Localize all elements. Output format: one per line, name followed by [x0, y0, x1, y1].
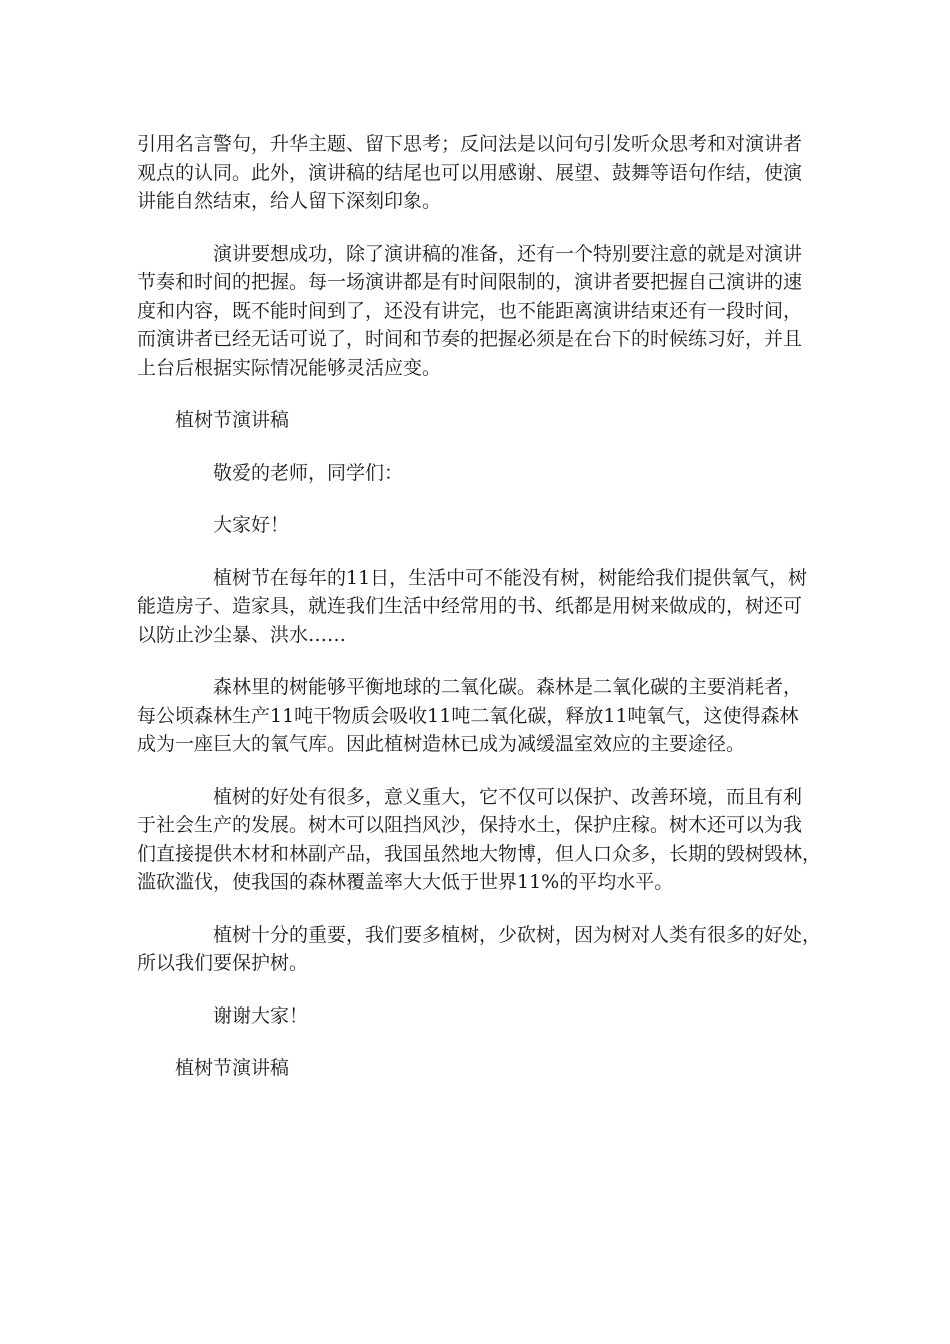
- text-line: 观点的认同。此外，演讲稿的结尾也可以用感谢、展望、鼓舞等语句作结，使演: [137, 161, 803, 184]
- text-line: 以防止沙尘暴、洪水……: [137, 623, 347, 646]
- text-line: 上台后根据实际情况能够灵活应变。: [137, 356, 442, 379]
- greeting-line: 敬爱的老师，同学们：: [213, 461, 404, 484]
- text-line: 所以我们要保护树。: [137, 952, 309, 974]
- text-line: 植树十分的重要，我们要多植树，少砍树，因为树对人类有很多的好处，: [213, 923, 822, 946]
- document-body: [137, 130, 822, 1107]
- text-line: 演讲要想成功，除了演讲稿的准备，还有一个特别要注意的就是对演讲: [213, 242, 803, 265]
- text-line: 植树节在每年的11日，生活中可不能没有树，树能给我们提供氧气，树: [213, 566, 808, 589]
- text-line: 度和内容，既不能时间到了，还没有讲完，也不能距离演讲结束还有一段时间，: [137, 299, 803, 322]
- paragraph-forest-carbon: [137, 673, 817, 759]
- paragraph-speech-ending: [137, 130, 817, 216]
- text-line: 讲能自然结束，给人留下深刻印象。: [137, 190, 442, 212]
- text-line: 植树的好处有很多，意义重大，它不仅可以保护、改善环境，而且有利: [213, 785, 803, 808]
- text-line: 能造房子、造家具，就连我们生活中经常用的书、纸都是用树来做成的，树还可: [137, 595, 803, 617]
- text-line: 而演讲者已经无话可说了，时间和节奏的把握必须是在台下的时候练习好，并且: [137, 328, 803, 350]
- paragraph-tree-benefits: [137, 564, 817, 650]
- text-line: 森林里的树能够平衡地球的二氧化碳。森林是二氧化碳的主要消耗者，: [213, 676, 803, 698]
- paragraph-protect-trees: [137, 921, 822, 978]
- section-heading: 植树节演讲稿: [175, 1057, 290, 1079]
- text-line: 节奏和时间的把握。每一场演讲都是有时间限制的，演讲者要把握自己演讲的速: [137, 271, 803, 293]
- text-line: 滥砍滥伐，使我国的森林覆盖率大大低于世界11%的平均水平。: [137, 871, 674, 893]
- paragraph-speech-timing: [137, 240, 817, 383]
- hello-line: 大家好！: [213, 514, 290, 536]
- text-line: 们直接提供木材和林副产品，我国虽然地大物博，但人口众多，长期的毁树毁林，: [137, 842, 822, 865]
- text-line: 每公顷森林生产11吨干物质会吸收11吨二氧化碳，释放11吨氧气，这使得森林: [137, 704, 799, 727]
- text-line: 成为一座巨大的氧气库。因此植树造林已成为减缓温室效应的主要途径。: [137, 733, 746, 755]
- section-heading: 植树节演讲稿: [175, 409, 290, 431]
- thanks-line: 谢谢大家！: [213, 1004, 309, 1027]
- paragraph-planting-significance: [137, 783, 822, 897]
- text-line: 于社会生产的发展。树木可以阻挡风沙，保持水土，保护庄稼。树木还可以为我: [137, 814, 803, 836]
- text-line: 引用名言警句，升华主题、留下思考；反问法是以问句引发听众思考和对演讲者: [137, 133, 803, 155]
